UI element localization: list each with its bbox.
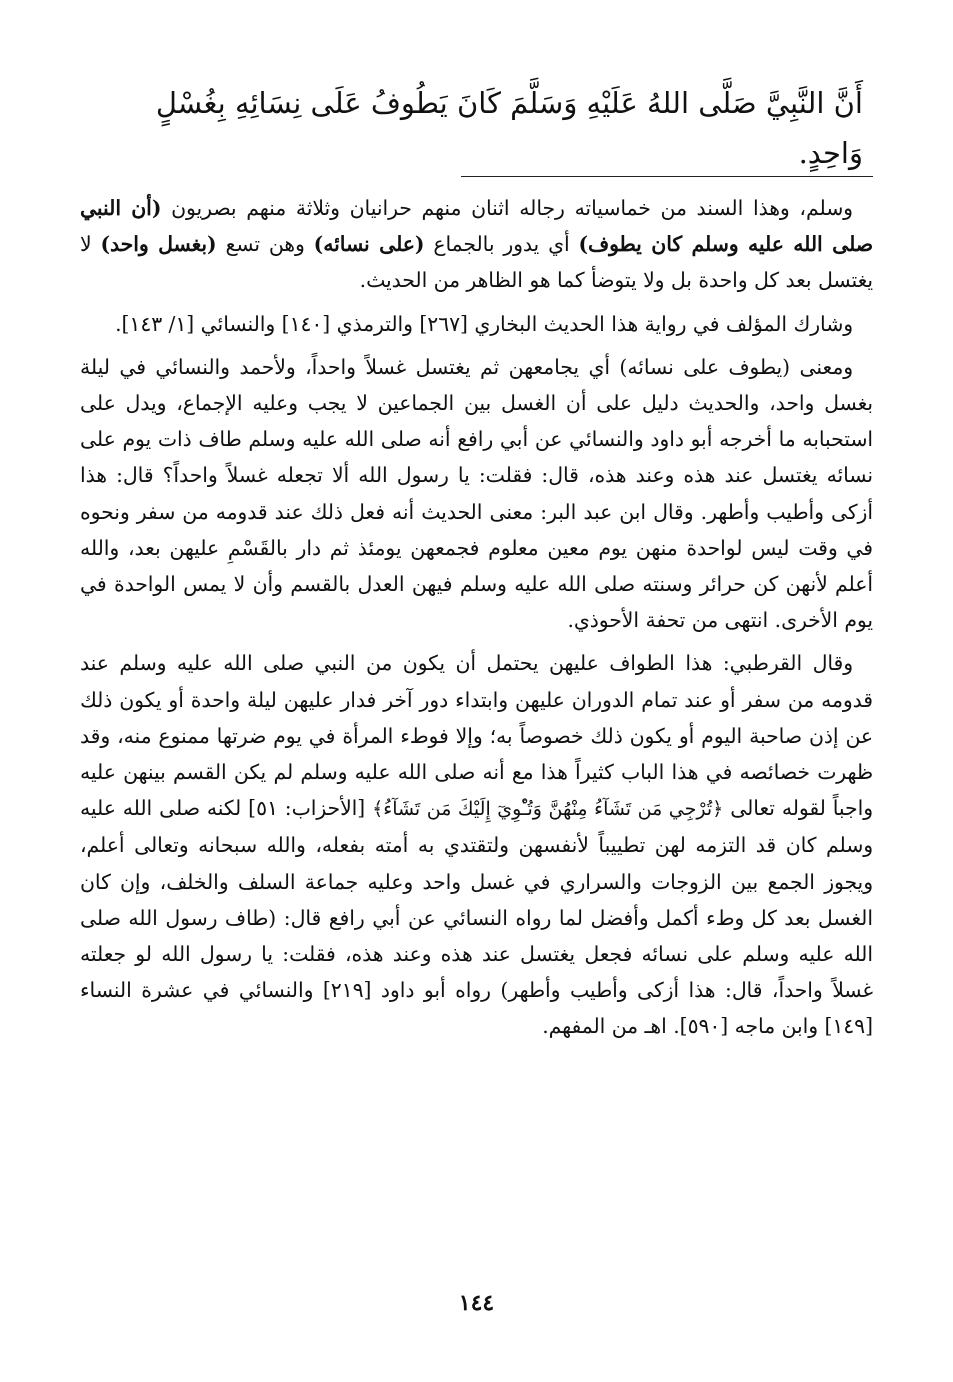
commentary-paragraph-2: وشارك المؤلف في رواية هذا الحديث البخاري [٢٦٧] والترمذي [١٤٠] والنسائي [١/ ١٤٣]. xyxy=(115,311,853,336)
p4-text-b: لكنه صلى الله عليه وسلم كان قد التزمه لهن تطييباً لأنفسهن ولتقتدي به أمته بفعله، والله سبحانه وتعالى أعلم، ويجوز الجمع بين الزوجات والسراري في غسل واحد وعليه جماعة السلف والخلف، وإن كان الغسل بعد كل وطء أكمل وأفضل لما رواه النسائي عن أبي رافع قال: (طاف رسول الله صلى الله عليه وسلم على نسائه فجعل يغتسل عند هذه وعند هذه، فقلت: يا رسول الله لو جعلته غسلاً واحداً، قال: هذا أزكى وأطيب وأطهر) رواه أبو داود [٢١٩] والنسائي في عشرة النساء [١٤٩] وابن ماجه [٥٩٠]. اهـ من المفهم. xyxy=(80,796,873,1039)
p1-bold-matn-3: (بغسل واحد) xyxy=(100,232,217,257)
page-number: ١٤٤ xyxy=(458,1290,495,1316)
p1-text-c: أي يدور بالجماع xyxy=(424,232,579,257)
commentary-paragraph-3: ومعنى (يطوف على نسائه) أي يجامعهن ثم يغتسل غسلاً واحداً، ولأحمد والنسائي في ليلة بغسل واحد، والحديث دليل على أن الغسل بين الجماعين لا يجب وعليه الإجماع، ويدل على استحبابه ما أخرجه أبو داود والنسائي عن أبي رافع أنه صلى الله عليه وسلم طاف ذات يوم على نسائه يغتسل عند هذه وعند هذه، قال: فقلت: يا رسول الله ألا تجعله غسلاً واحداً؟ قال: هذا أزكى وأطيب وأطهر. وقال ابن عبد البر: معنى الحديث أنه فعل ذلك عند قدومه من سفر ونحوه في وقت ليس لواحدة منهن يوم معين معلوم فجمعهن يومئذ ثم دار بالقَسْمِ عليهن بعد، والله أعلم لأنهن كن حرائر وسنته صلى الله عليه وسلم فيهن العدل بالقسم وأن لا يمس الواحدة في يوم الأخرى. انتهى من تحفة الأحوذي. xyxy=(80,354,873,633)
p1-text-e: لا يغتسل بعد كل واحدة بل ولا يتوضأ كما هو الظاهر من الحديث. xyxy=(80,232,873,293)
commentary-paragraph-4 xyxy=(80,645,873,1044)
separator-line xyxy=(461,176,873,177)
commentary-paragraph-1 xyxy=(80,190,873,299)
p1-bold-matn-1: (أن النبي صلى الله عليه وسلم كان يطوف) xyxy=(80,196,873,257)
p1-text-d: وهن تسع xyxy=(216,232,314,257)
commentary-body xyxy=(80,190,873,1052)
hadith-text: أَنَّ النَّبِيَّ صَلَّى اللهُ عَلَيْهِ وَسَلَّمَ كَانَ يَطُوفُ عَلَى نِسَائِهِ بِغُسْلٍ وَاحِدٍ. xyxy=(155,86,863,170)
quran-reference: [الأحزاب: ٥١] xyxy=(241,796,373,821)
p1-text-a: وسلم، وهذا السند من خماسياته رجاله اثنان منهم حرانيان وثلاثة منهم بصريون xyxy=(161,196,853,220)
quran-verse: ﴿تُرْجِي مَن تَشَآءُ مِنْهُنَّ وَتُـْٔوِيٓ إِلَيْكَ مَن تَشَآءُ﴾ xyxy=(372,798,724,821)
p1-bold-matn-2: (على نسائه) xyxy=(313,232,425,257)
p4-text-a: وقال القرطبي: هذا الطواف عليهن يحتمل أن يكون من النبي صلى الله عليه وسلم عند قدومه من سفر أو عند تمام الدوران عليهن وابتداء دور آخر فدار عليهن ليلة واحدة أو يكون ذلك عن إذن صاحبة اليوم أو يكون ذلك خصوصاً به؛ وإلا فوطء المرأة في يوم ضرتها ممنوع منه، وقد ظهرت خصائصه في هذا الباب كثيراً هذا مع أنه صلى الله عليه وسلم لم يكن القسم بينهن عليه واجباً لقوله تعالى xyxy=(80,651,873,821)
